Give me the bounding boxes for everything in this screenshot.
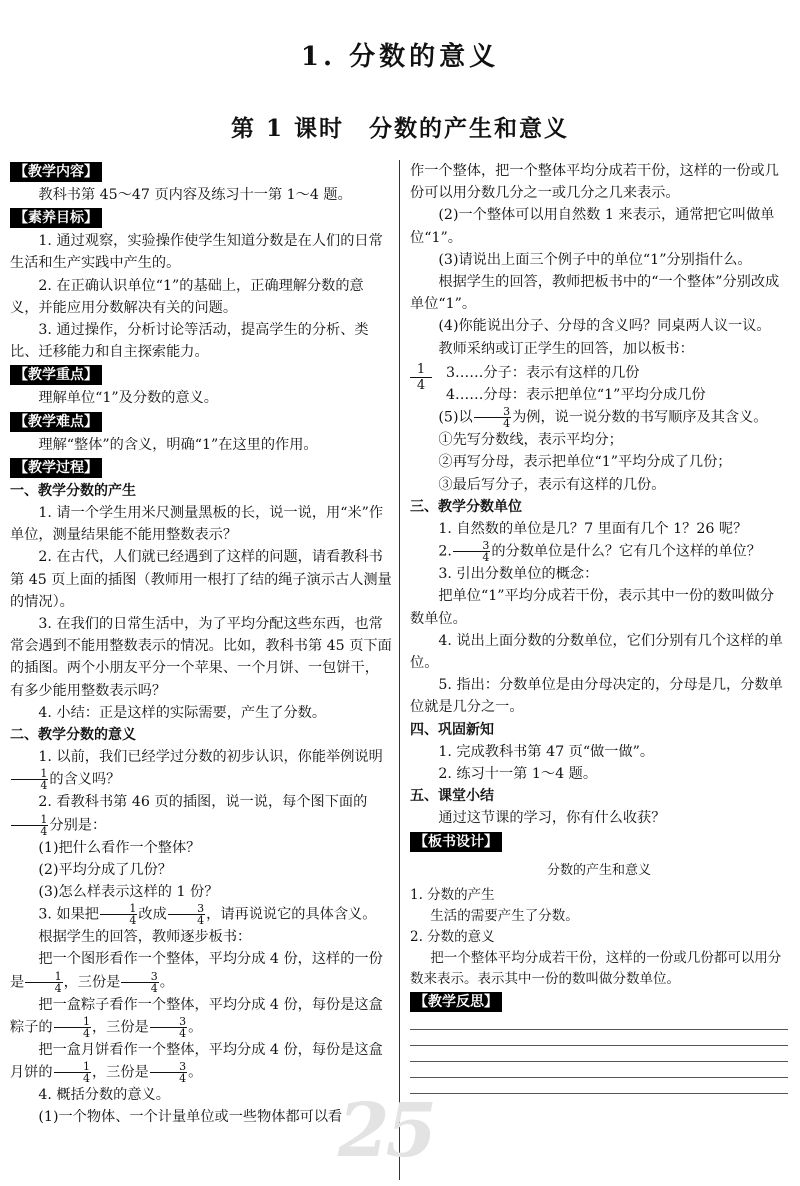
paragraph: 4. 说出上面分数的分数单位，它们分别有几个这样的单位。: [410, 632, 783, 672]
ruled-line: [410, 1062, 788, 1078]
tag-content: 【教学内容】: [10, 162, 102, 182]
left-column: [10, 160, 392, 1129]
key-text: 理解单位“1”及分数的意义。: [38, 390, 218, 407]
fraction: $\frac{1}{4}$: [100, 903, 137, 926]
paragraph: 2. 在古代，人们就已经遇到了这样的问题，请看教科书第 45 页上面的插图（教师用一根打了结的绳子演示古人测量的情况）。: [10, 549, 392, 610]
board-item-text: 生活的需要产生了分数。: [430, 907, 579, 924]
question: (3)怎么样表示这样的 1 份？: [38, 884, 219, 901]
text: ，三份是: [91, 1064, 149, 1081]
analysis-lines: [446, 362, 706, 406]
fraction: $\frac{3}{4}$: [121, 971, 158, 994]
fraction: $\frac{3}{4}$: [474, 406, 511, 429]
text: (5)以: [438, 409, 473, 426]
paragraph: (1)一个物体、一个计量单位或一些物体都可以看: [38, 1109, 343, 1126]
fraction: $\frac{3}{4}$: [150, 1016, 187, 1039]
difficulty-text: 理解“整体”的含义，明确“1”在这里的作用。: [38, 436, 318, 453]
tag-difficulty: 【教学难点】: [10, 412, 102, 432]
fraction: $\frac{1}{4}$: [11, 768, 48, 791]
fraction: 1 4: [410, 362, 432, 393]
question: (2)平均分成了几份？: [38, 861, 172, 878]
text: 把一个图形看作一个整体，平均分成 4 份，这样的一份是: [10, 951, 383, 991]
question: (1)把什么看作一个整体？: [38, 839, 201, 856]
paragraph: 5. 指出：分数单位是由分母决定的，分母是几，分数单位就是几分之一。: [410, 677, 783, 716]
text: 。: [188, 1019, 203, 1036]
example: [10, 994, 392, 1039]
paragraph: 4. 概括分数的意义。: [38, 1087, 170, 1104]
text: 的含义吗？: [49, 771, 121, 788]
chapter-title: 1. 分数的意义: [300, 42, 500, 72]
section-heading: 五、课堂小结: [410, 788, 494, 805]
page-number: 25: [338, 1088, 433, 1174]
numerator-line: [446, 362, 706, 384]
section-heading: 一、教学分数的产生: [10, 482, 136, 499]
text: ……分子：表示有这样的几份: [455, 364, 640, 381]
text: ……分母：表示把单位“1”平均分成几份: [455, 387, 706, 404]
section-heading: 二、教学分数的意义: [10, 727, 136, 744]
goal-item: 3. 通过操作，分析讨论等活动，提高学生的分析、类比、迁移能力和自主探索能力。: [10, 322, 369, 361]
board-item: 2. 分数的意义: [410, 928, 495, 945]
paragraph: 1. 请一个学生用米尺测量黑板的长，说一说，用“米”作单位，测量结果能不能用整数表示？: [10, 505, 384, 544]
numerator: 3: [446, 364, 456, 381]
text: 2. 看教科书第 46 页的插图，说一说，每个图下面的: [38, 794, 368, 811]
board-title: 分数的产生和意义: [546, 862, 651, 878]
text: 。: [188, 1064, 203, 1081]
paragraph: [10, 791, 392, 836]
column-divider: [399, 160, 400, 1180]
text: 分别是：: [49, 817, 107, 834]
fraction: $\frac{1}{4}$: [11, 814, 48, 837]
paragraph: [410, 540, 788, 563]
right-column: [410, 160, 788, 1094]
step: ③最后写分子，表示有这样的几份。: [438, 476, 666, 493]
fraction: $\frac{3}{4}$: [150, 1061, 187, 1084]
paragraph: 作一个整体，把一个整体平均分成若干份，这样的一份或几份可以用分数几分之一或几分之几来表示。: [410, 163, 779, 202]
paragraph: 通过这节课的学习，你有什么收获？: [438, 810, 666, 827]
paragraph: 1. 自然数的单位是几？7 里面有几个 1？26 呢？: [438, 521, 748, 538]
denominator-line: [446, 384, 706, 406]
paragraph: 4. 小结：正是这样的实际需要，产生了分数。: [38, 704, 327, 721]
tag-board: 【板书设计】: [410, 832, 502, 852]
text: 把一盒月饼看作一个整体，平均分成 4 份，每份是这盒月饼的: [10, 1041, 383, 1081]
step: ①先写分数线，表示平均分；: [438, 432, 623, 449]
ruled-line: [410, 1046, 788, 1062]
paragraph: [10, 746, 392, 791]
text: ，三份是: [63, 974, 121, 991]
paragraph: 1. 完成教科书第 47 页“做一做”。: [438, 743, 655, 760]
goal-item: 2. 在正确认识单位“1”的基础上，正确理解分数的意义，并能应用分数解决有关的问题。: [10, 277, 364, 316]
tag-process: 【教学过程】: [10, 458, 102, 478]
example: [10, 948, 392, 993]
board-item-text: 把一个整体平均分成若干份，这样的一份或几份都可以用分数来表示。表示其中一份的数叫做分数单位。: [410, 949, 782, 987]
ruled-line: [410, 1030, 788, 1046]
text: 1. 以前，我们已经学过分数的初步认识，你能举例说明: [38, 749, 383, 766]
tag-reflection: 【教学反思】: [410, 992, 502, 1012]
goal-item: 1. 通过观察，实验操作使学生知道分数是在人们的日常生活和生产实践中产生的。: [10, 233, 383, 272]
paragraph: 2. 练习十一第 1～4 题。: [438, 766, 598, 783]
paragraph: 3. 引出分数单位的概念：: [438, 566, 599, 583]
section-heading: 三、教学分数单位: [410, 498, 522, 515]
paragraph: 根据学生的回答，教师逐步板书：: [38, 929, 252, 946]
paragraph: [410, 406, 788, 429]
ruled-line: [410, 1014, 788, 1030]
text: ，请再说说它的具体含义。: [206, 906, 377, 923]
reflection-lines: [410, 1014, 788, 1094]
text: 的分数单位是什么？它有几个这样的单位？: [491, 543, 761, 560]
paragraph: 3. 在我们的日常生活中，为了平均分配这些东西，也常常会遇到不能用整数表示的情况。比如，教科书第 45 页下面的插图。两个小朋友平分一个苹果、一个月饼、一包饼干，有多少能用整数表示吗？: [10, 616, 392, 699]
denominator: 4: [446, 387, 456, 404]
text: 为例，说一说分数的书写顺序及其含义。: [512, 409, 768, 426]
text: 把一盒粽子看作一个整体，平均分成 4 份，每份是这盒粽子的: [10, 996, 383, 1036]
example: [10, 1039, 392, 1084]
fraction-analysis: [410, 362, 788, 406]
paragraph: (2)一个整体可以用自然数 1 来表示，通常把它叫做单位“1”。: [410, 207, 775, 246]
fraction: $\frac{1}{4}$: [54, 1016, 91, 1039]
text: ，三份是: [91, 1019, 149, 1036]
lesson-subtitle: 第 1 课时 分数的产生和意义: [230, 115, 570, 142]
text: 2.: [438, 543, 452, 560]
section-heading: 四、巩固新知: [410, 721, 494, 738]
fraction: $\frac{1}{4}$: [25, 971, 62, 994]
paragraph: (4)你能说出分子、分母的含义吗？同桌两人议一议。: [438, 318, 771, 335]
step: ②再写分母，表示把单位“1”平均分成了几份；: [438, 454, 732, 471]
text: 3. 如果把: [38, 906, 99, 923]
content-text: 教科书第 45～47 页内容及练习十一第 1～4 题。: [38, 187, 352, 203]
ruled-line: [410, 1078, 788, 1094]
text: 改成: [138, 906, 167, 923]
tag-key: 【教学重点】: [10, 365, 102, 385]
fraction: $\frac{3}{4}$: [453, 540, 490, 563]
paragraph: (3)请说出上面三个例子中的单位“1”分别指什么。: [438, 251, 752, 268]
paragraph: 把单位“1”平均分成若干份，表示其中一份的数叫做分数单位。: [410, 588, 775, 627]
board-item: 1. 分数的产生: [410, 886, 495, 903]
paragraph: [10, 903, 392, 926]
board-design: [410, 860, 788, 990]
paragraph: 教师采纳或订正学生的回答，加以板书：: [438, 340, 694, 357]
fraction: $\frac{3}{4}$: [168, 903, 205, 926]
paragraph: 根据学生的回答，教师把板书中的“一个整体”分别改成单位“1”。: [410, 274, 780, 313]
tag-goals: 【素养目标】: [10, 208, 102, 228]
fraction: $\frac{1}{4}$: [54, 1061, 91, 1084]
text: 。: [159, 974, 174, 991]
